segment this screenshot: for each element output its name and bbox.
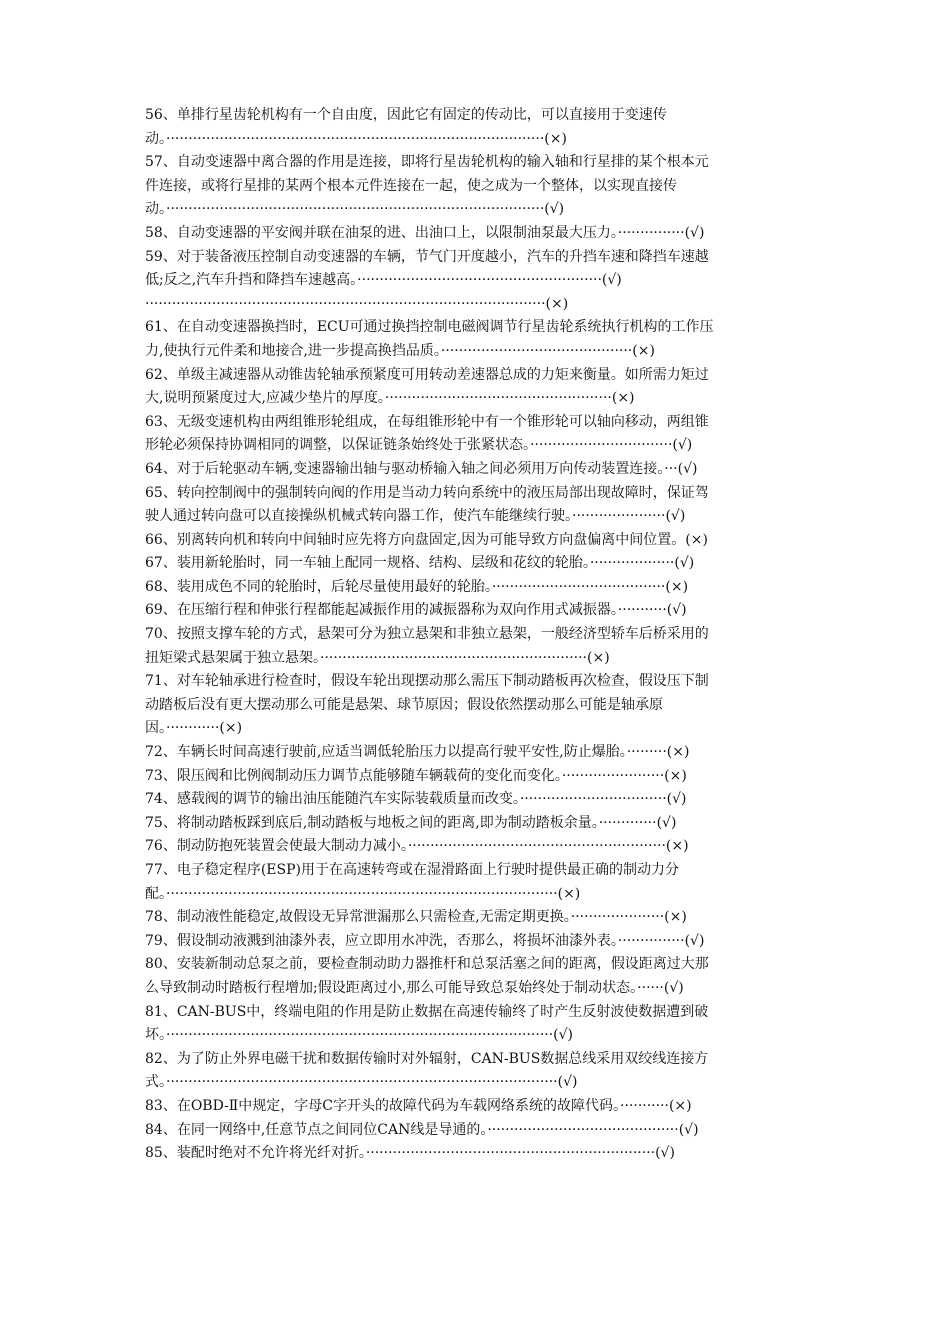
text-line: 动。·····················································································(√) bbox=[145, 201, 565, 218]
text-line: 59、对于装备液压控制自动变速器的车辆，节气门开度越小，汽车的升挡车速和降挡车速越 bbox=[145, 248, 709, 265]
text-line: 因。············(×) bbox=[145, 720, 243, 737]
text-line: 66、别离转向机和转向中间轴时应先将方向盘固定,因为可能导致方向盘偏离中间位置。(×) bbox=[145, 531, 708, 548]
text-line: 57、自动变速器中离合器的作用是连接，即将行星齿轮机构的输入轴和行星排的某个根本元 bbox=[145, 154, 709, 171]
text-line: 力,使执行元件柔和地接合,进一步提高换挡品质。···········································(×) bbox=[145, 342, 655, 359]
text-line: 73、限压阀和比例阀制动压力调节点能够随车辆载荷的变化而变化。·······················(×) bbox=[145, 767, 687, 784]
text-line: 动。·····················································································(×) bbox=[145, 130, 567, 147]
text-line: 式。························································································(√) bbox=[145, 1074, 578, 1091]
text-line: 驶人通过转向盘可以直接操纵机械式转向器工作，使汽车能继续行驶。·····················(√) bbox=[145, 508, 686, 525]
text-line: 件连接，或将行星排的某两个根本元件连接在一起，使之成为一个整体，以实现直接传 bbox=[145, 177, 677, 194]
text-line: 70、按照支撑车轮的方式，悬架可分为独立悬架和非独立悬架，一般经济型轿车后桥采用的 bbox=[145, 626, 709, 643]
text-line: 低;反之,汽车升挡和降挡车速越高。·······················································(√) bbox=[145, 272, 622, 289]
text-line: 74、感载阀的调节的输出油压能随汽车实际装载质量而改变。·································(√) bbox=[145, 791, 687, 808]
text-line: 动踏板后没有更大摆动那么可能是悬架、球节原因；假设依然摆动那么可能是轴承原 bbox=[145, 696, 663, 713]
document-page bbox=[145, 104, 810, 1166]
text-line: 78、制动液性能稳定,故假设无异常泄漏那么只需检查,无需定期更换。·····················(×) bbox=[145, 909, 687, 926]
text-line: 形轮必须保持协调相同的调整，以保证链条始终处于张紧状态。································(√) bbox=[145, 437, 693, 454]
text-line: 68、装用成色不同的轮胎时，后轮尽量使用最好的轮胎。·······································(×) bbox=[145, 578, 689, 595]
text-line: 67、装用新轮胎时，同一车轴上配同一规格、结构、层级和花纹的轮胎。···················(√) bbox=[145, 555, 695, 572]
text-line: 64、对于后轮驱动车辆,变速器输出轴与驱动桥输入轴之间必须用万向传动装置连接。···(√) bbox=[145, 460, 698, 477]
text-line: 58、自动变速器的平安阀并联在油泵的进、出油口上，以限制油泵最大压力。···············(√) bbox=[145, 224, 705, 241]
text-line: 65、转向控制阀中的强制转向阀的作用是当动力转向系统中的液压局部出现故障时，保证驾 bbox=[145, 484, 709, 501]
text-line: ··························································································(×) bbox=[145, 295, 569, 312]
text-line: 82、为了防止外界电磁干扰和数据传输时对外辐射，CAN-BUS数据总线采用双绞线连接方 bbox=[145, 1050, 709, 1067]
text-line: 81、CAN-BUS中，终端电阻的作用是防止数据在高速传输终了时产生反射波使数据遭到破 bbox=[145, 1003, 709, 1020]
text-line: 配。························································································(×) bbox=[145, 885, 581, 902]
text-line: 79、假设制动液溅到油漆外表，应立即用水冲洗，否那么，将损坏油漆外表。···············(√) bbox=[145, 932, 705, 949]
text-line: 83、在OBD-Ⅱ中规定，字母C字开头的故障代码为车载网络系统的故障代码。···········(×) bbox=[145, 1097, 692, 1114]
text-line: 62、单级主减速器从动锥齿轮轴承预紧度可用转动差速器总成的力矩来衡量。如所需力矩过 bbox=[145, 366, 709, 383]
text-line: 大,说明预紧度过大,应减少垫片的厚度。···················································(×) bbox=[145, 390, 635, 407]
text-line: 77、电子稳定程序(ESP)用于在高速转弯或在湿滑路面上行驶时提供最正确的制动力分 bbox=[145, 862, 679, 878]
text-line: 61、在自动变速器换挡时，ECU可通过换挡控制电磁阀调节行星齿轮系统执行机构的工作压 bbox=[145, 319, 714, 336]
text-line: 扭矩梁式悬架属于独立悬架。····························································(×) bbox=[145, 649, 610, 666]
text-line: 么导致制动时踏板行程增加;假设距离过小,那么可能导致总泵始终处于制动状态。······(√) bbox=[145, 979, 684, 996]
text-line: 63、无级变速机构由两组锥形轮组成，在每组锥形轮中有一个锥形轮可以轴向移动，两组锥 bbox=[145, 413, 709, 430]
text-line: 72、车辆长时间高速行驶前,应适当调低轮胎压力以提高行驶平安性,防止爆胎。·········(×) bbox=[145, 744, 690, 761]
text-line: 71、对车轮轴承进行检查时，假设车轮出现摆动那么需压下制动踏板再次检查，假设压下制 bbox=[145, 673, 709, 690]
text-line: 坏。·······················································································(√) bbox=[145, 1027, 574, 1044]
text-line: 80、安装新制动总泵之前，要检查制动助力器推杆和总泵活塞之间的距离，假设距离过大那 bbox=[145, 956, 709, 973]
text-line: 76、制动防抱死装置会使最大制动力减小。··························································(×) bbox=[145, 838, 689, 855]
text-line: 85、装配时绝对不允许将光纤对折。·································································(√) bbox=[145, 1145, 675, 1162]
text-line: 75、将制动踏板踩到底后,制动踏板与地板之间的距离,即为制动踏板余量。·············(√) bbox=[145, 814, 677, 831]
text-line: 84、在同一网络中,任意节点之间同位CAN线是导通的。···········································(√) bbox=[145, 1121, 699, 1138]
text-line: 69、在压缩行程和伸张行程都能起减振作用的减振器称为双向作用式减振器。···········(√) bbox=[145, 602, 687, 619]
text-line: 56、单排行星齿轮机构有一个自由度，因此它有固定的传动比，可以直接用于变速传 bbox=[145, 107, 667, 123]
